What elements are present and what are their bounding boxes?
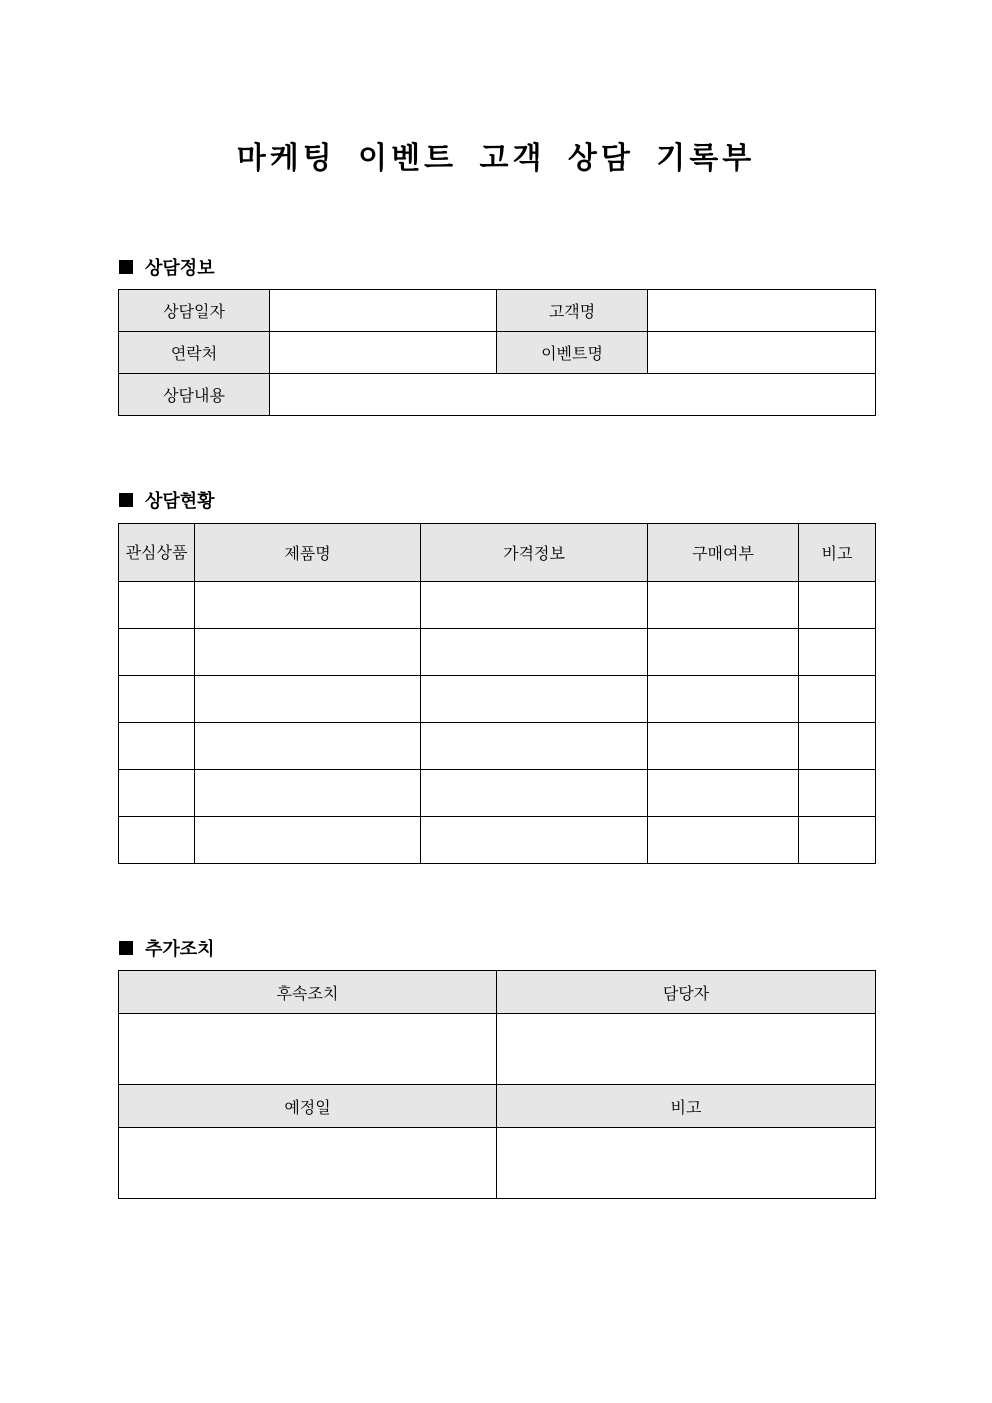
document-title: 마케팅 이벤트 고객 상담 기록부	[236, 141, 756, 176]
label-followup-note: 비고	[497, 1085, 876, 1128]
column-header-price-info: 가격정보	[421, 524, 648, 582]
section-heading-status	[119, 487, 215, 513]
table-cell[interactable]	[195, 817, 421, 864]
table-cell[interactable]	[421, 676, 648, 723]
contact-field[interactable]	[270, 332, 497, 374]
table-row	[119, 770, 876, 817]
consult-date-field[interactable]	[270, 290, 497, 332]
table-cell[interactable]	[119, 629, 195, 676]
table-cell[interactable]	[195, 723, 421, 770]
table-row	[119, 817, 876, 864]
section-heading-info	[119, 254, 215, 280]
label-consult-content: 상담내용	[119, 374, 270, 416]
table-cell[interactable]	[195, 676, 421, 723]
section-heading-followup	[119, 935, 215, 961]
section-heading-info-label: 상담정보	[145, 258, 215, 279]
table-cell[interactable]	[195, 629, 421, 676]
table-cell[interactable]	[799, 770, 876, 817]
due-date-field[interactable]	[119, 1128, 497, 1199]
label-consult-date: 상담일자	[119, 290, 270, 332]
table-cell[interactable]	[648, 817, 799, 864]
section-heading-status-label: 상담현황	[145, 491, 215, 512]
table-cell[interactable]	[421, 770, 648, 817]
table-row	[119, 676, 876, 723]
square-bullet-icon	[119, 493, 133, 507]
table-row	[119, 582, 876, 629]
column-header-purchase: 구매여부	[648, 524, 799, 582]
manager-field[interactable]	[497, 1014, 876, 1085]
table-cell[interactable]	[195, 770, 421, 817]
section-heading-followup-label: 추가조치	[145, 939, 215, 960]
table-cell[interactable]	[799, 723, 876, 770]
table-row	[119, 723, 876, 770]
label-event-name: 이벤트명	[497, 332, 648, 374]
table-cell[interactable]	[799, 629, 876, 676]
label-contact: 연락처	[119, 332, 270, 374]
table-cell[interactable]	[119, 582, 195, 629]
square-bullet-icon	[119, 260, 133, 274]
table-cell[interactable]	[648, 770, 799, 817]
followup-note-field[interactable]	[497, 1128, 876, 1199]
table-cell[interactable]	[119, 723, 195, 770]
label-customer-name: 고객명	[497, 290, 648, 332]
table-cell[interactable]	[648, 676, 799, 723]
label-due-date: 예정일	[119, 1085, 497, 1128]
table-cell[interactable]	[799, 676, 876, 723]
table-row	[119, 629, 876, 676]
table-cell[interactable]	[421, 629, 648, 676]
consultation-status-table	[118, 523, 876, 864]
table-cell[interactable]	[119, 817, 195, 864]
consultation-info-table	[118, 289, 876, 416]
table-cell[interactable]	[119, 676, 195, 723]
table-cell[interactable]	[799, 582, 876, 629]
table-cell[interactable]	[119, 770, 195, 817]
label-followup-action: 후속조치	[119, 971, 497, 1014]
label-manager: 담당자	[497, 971, 876, 1014]
table-cell[interactable]	[421, 582, 648, 629]
table-cell[interactable]	[195, 582, 421, 629]
column-header-product-name: 제품명	[195, 524, 421, 582]
consult-content-field[interactable]	[270, 374, 876, 416]
table-cell[interactable]	[799, 817, 876, 864]
square-bullet-icon	[119, 941, 133, 955]
table-cell[interactable]	[648, 582, 799, 629]
table-cell[interactable]	[648, 629, 799, 676]
event-name-field[interactable]	[648, 332, 876, 374]
table-cell[interactable]	[421, 817, 648, 864]
customer-name-field[interactable]	[648, 290, 876, 332]
table-cell[interactable]	[421, 723, 648, 770]
followup-table	[118, 970, 876, 1199]
column-header-note: 비고	[799, 524, 876, 582]
column-header-interest-product: 관심상품	[119, 524, 195, 582]
followup-action-field[interactable]	[119, 1014, 497, 1085]
table-cell[interactable]	[648, 723, 799, 770]
